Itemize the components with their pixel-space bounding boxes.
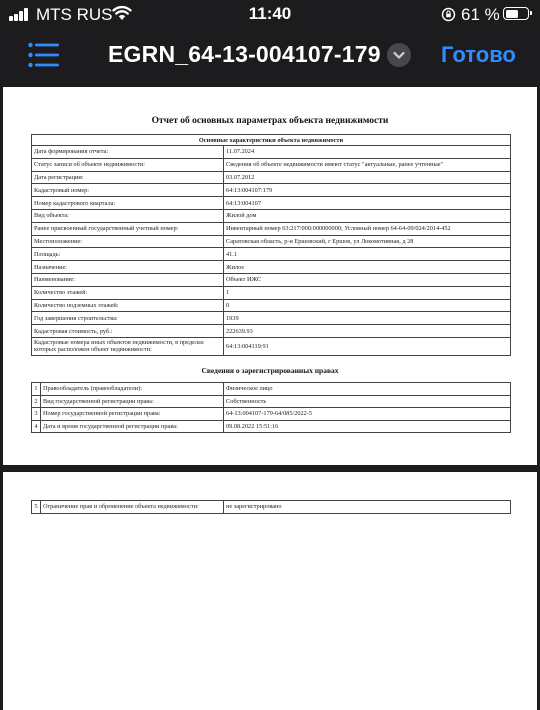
row-value: 1	[224, 286, 511, 299]
table-row	[32, 408, 511, 421]
table-row	[32, 158, 511, 171]
row-value: Сведения об объекте недвижимости имеют статус "актуальные, ранее учтенные"	[224, 158, 511, 171]
table-row	[32, 501, 511, 514]
document-title[interactable]: EGRN_64-13-004107-179	[108, 41, 381, 67]
row-label: Назначение:	[32, 261, 224, 274]
done-button[interactable]: Готово	[441, 42, 516, 67]
table-row	[32, 248, 511, 261]
table-row	[32, 235, 511, 248]
row-value: 03.07.2012	[224, 171, 511, 184]
row-label: Дата и время государственной регистрации права:	[41, 420, 224, 433]
row-label: Кадастровый номер:	[32, 184, 224, 197]
row-label: Количество подземных этажей:	[32, 299, 224, 312]
row-value: 41.1	[224, 248, 511, 261]
report-title: Отчет об основных параметрах объекта недвижимости	[151, 116, 389, 126]
table-row	[32, 184, 511, 197]
table-row	[32, 337, 511, 355]
status-bar	[0, 0, 540, 30]
row-value: 64:13:004119:91	[224, 337, 511, 355]
row-value: Жилой дом	[224, 209, 511, 222]
table-row	[32, 312, 511, 325]
rights-table-continued	[31, 500, 511, 514]
row-label: Статус записи об объекте недвижимости:	[32, 158, 224, 171]
row-number: 5	[32, 501, 41, 514]
table-header: Основные характеристики объекта недвижимости	[32, 135, 511, 146]
row-label: Правообладатель (правообладатели):	[41, 383, 224, 396]
row-value: 222639.93	[224, 325, 511, 338]
table-row	[32, 171, 511, 184]
row-label: Вид государственной регистрации права:	[41, 395, 224, 408]
row-value: Физическое лицо	[224, 383, 511, 396]
row-value: Собственность	[224, 395, 511, 408]
battery-percent: 61 %	[461, 5, 500, 24]
document-page-2	[3, 472, 537, 710]
row-value: Инвентарный номер 63:217:000:000000000; Условный номер 64-64-09/024/2014-452	[224, 222, 511, 235]
row-label: Кадастровая стоимость, руб.:	[32, 325, 224, 338]
row-label: Кадастровые номера иных объектов недвижимости, в пределах которых расположен объект недвижимости:	[32, 337, 224, 355]
table-row	[32, 222, 511, 235]
orientation-lock-icon	[441, 7, 456, 22]
document-page-1	[3, 87, 537, 465]
row-value: 09.08.2022 15:51:16	[224, 420, 511, 433]
row-value: 11.07.2024	[224, 146, 511, 159]
row-value: 0	[224, 299, 511, 312]
row-label: Количество этажей:	[32, 286, 224, 299]
row-label: Площадь:	[32, 248, 224, 261]
row-label: Вид объекта:	[32, 209, 224, 222]
row-label: Номер государственной регистрации права:	[41, 408, 224, 421]
row-label: Ранее присвоенный государственный учетный номер:	[32, 222, 224, 235]
row-number: 2	[32, 395, 41, 408]
table-row	[32, 261, 511, 274]
rights-section-title: Сведения о зарегистрированных правах	[201, 366, 339, 375]
list-menu-icon[interactable]	[28, 42, 60, 68]
table-row	[32, 395, 511, 408]
table-row	[32, 420, 511, 433]
row-value: Объект ИЖС	[224, 273, 511, 286]
row-number: 4	[32, 420, 41, 433]
rights-table	[31, 382, 511, 433]
main-characteristics-table	[31, 134, 511, 356]
row-label: Дата регистрации:	[32, 171, 224, 184]
table-row	[32, 197, 511, 210]
carrier-name: MTS RUS	[36, 5, 113, 24]
table-row	[32, 325, 511, 338]
title-dropdown-button[interactable]	[387, 43, 411, 67]
table-row	[32, 299, 511, 312]
row-label: Дата формирования отчета:	[32, 146, 224, 159]
table-row	[32, 273, 511, 286]
row-value: не зарегистрировано	[224, 501, 511, 514]
table-row	[32, 146, 511, 159]
table-row	[32, 286, 511, 299]
nav-bar	[0, 30, 540, 82]
row-value: 64-13:004107-179-64/085/2022-5	[224, 408, 511, 421]
row-value: Саратовская область, р-н Ершовский, г Ершов, ул Локомотивная, д 28	[224, 235, 511, 248]
row-value: 64:13:004107:179	[224, 184, 511, 197]
row-value: 64:13:004107	[224, 197, 511, 210]
row-number: 1	[32, 383, 41, 396]
table-row	[32, 209, 511, 222]
row-label: Номер кадастрового квартала:	[32, 197, 224, 210]
table-row	[32, 383, 511, 396]
row-label: Наименование:	[32, 273, 224, 286]
row-value: 1939	[224, 312, 511, 325]
row-label: Год завершения строительства:	[32, 312, 224, 325]
row-number: 3	[32, 408, 41, 421]
row-label: Местоположение:	[32, 235, 224, 248]
row-value: Жилое	[224, 261, 511, 274]
clock-time: 11:40	[248, 4, 292, 23]
row-label: Ограничение прав и обременение объекта недвижимости:	[41, 501, 224, 514]
chevron-down-icon	[387, 43, 411, 67]
battery-icon	[503, 7, 529, 20]
